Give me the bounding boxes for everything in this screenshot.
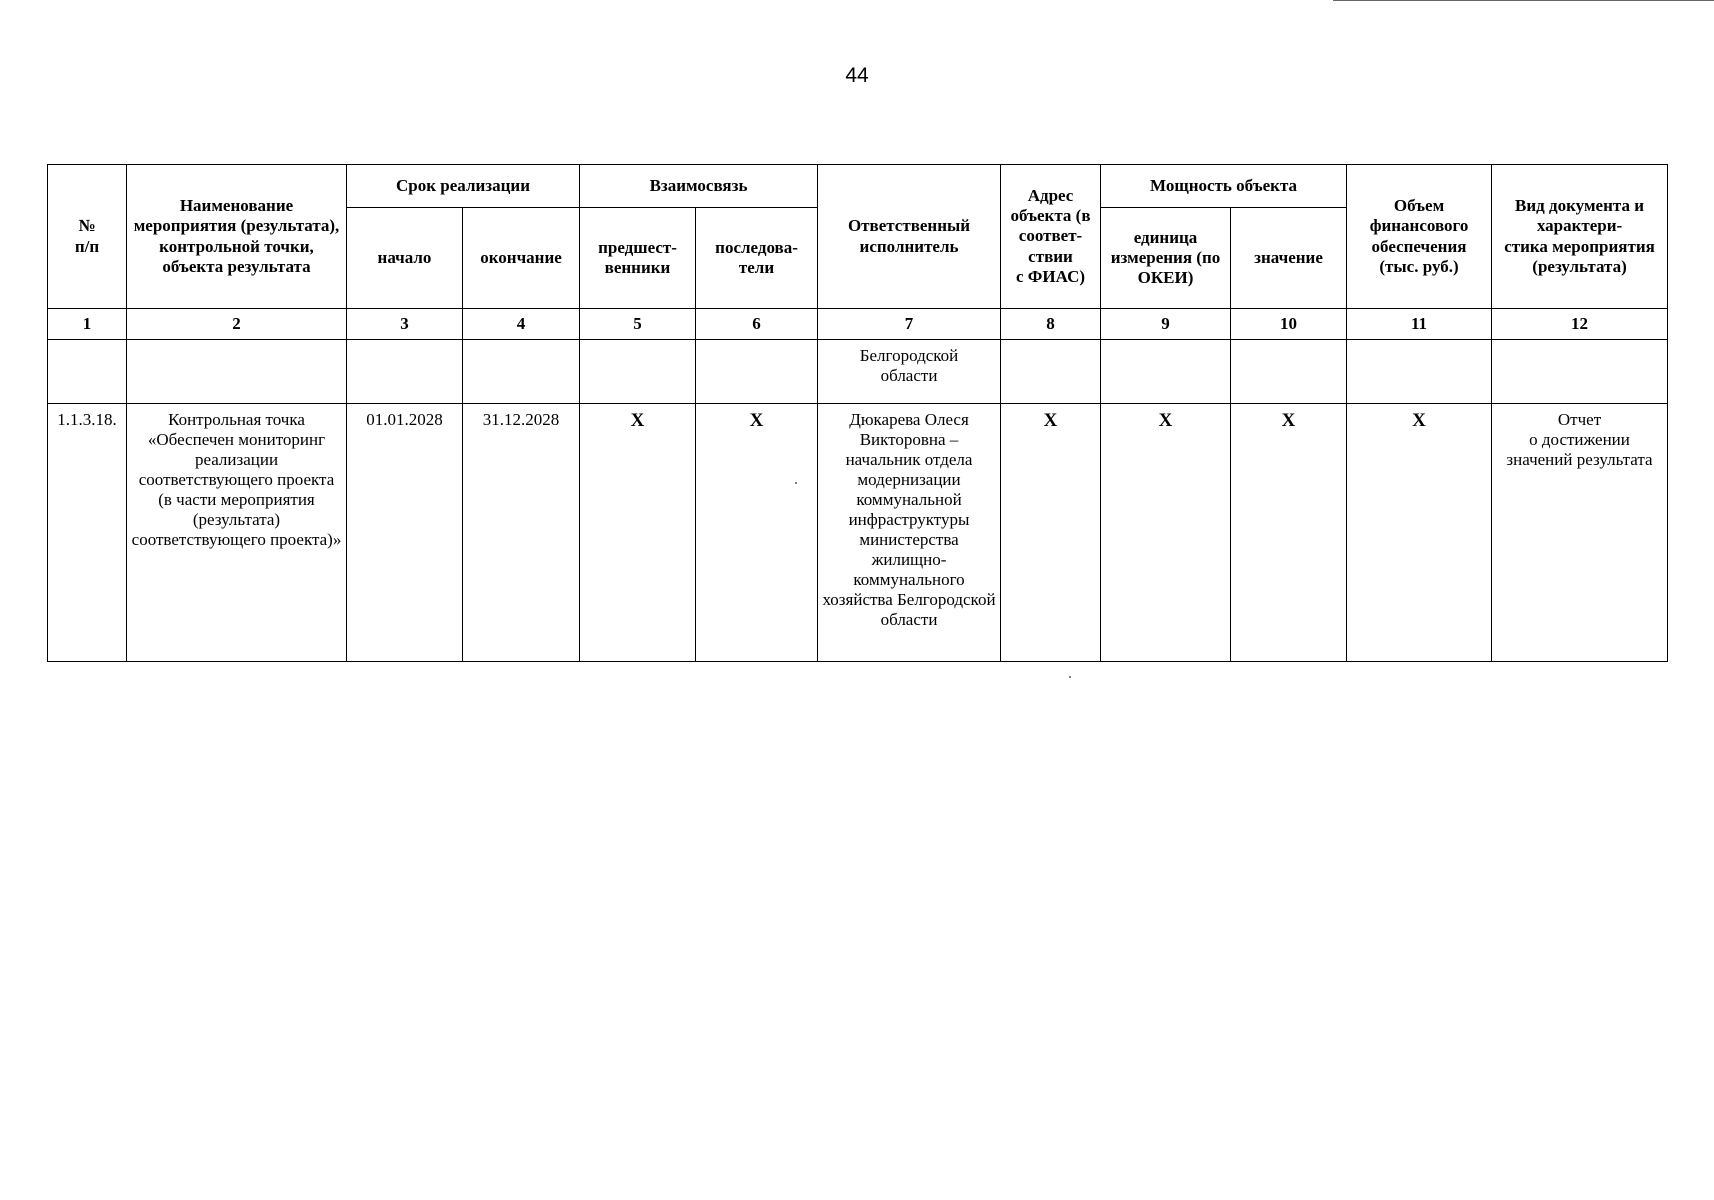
column-number: 4 bbox=[463, 309, 580, 340]
row-name: Контрольная точка «Обеспечен мониторинг реализации соответствующего проекта (в части мероприятия (результата) соответствующего проекта)» bbox=[127, 404, 347, 662]
column-number: 11 bbox=[1347, 309, 1492, 340]
header-capacity-group: Мощность объекта bbox=[1101, 165, 1347, 208]
header-finance: Объем финансового обеспечения (тыс. руб.) bbox=[1347, 165, 1492, 309]
column-number: 10 bbox=[1231, 309, 1347, 340]
empty-cell bbox=[1101, 340, 1231, 404]
empty-cell bbox=[1001, 340, 1101, 404]
row-start-date: 01.01.2028 bbox=[347, 404, 463, 662]
column-number: 6 bbox=[696, 309, 818, 340]
row-prev: X bbox=[580, 404, 696, 662]
continuation-responsible: Белгородской области bbox=[818, 340, 1001, 404]
header-link-group: Взаимосвязь bbox=[580, 165, 818, 208]
row-end-date: 31.12.2028 bbox=[463, 404, 580, 662]
empty-cell bbox=[1492, 340, 1668, 404]
empty-cell bbox=[48, 340, 127, 404]
header-address: Адрес объекта (в соответ- ствии с ФИАС) bbox=[1001, 165, 1101, 309]
column-number: 1 bbox=[48, 309, 127, 340]
top-edge-rule bbox=[1333, 0, 1714, 1]
table-row bbox=[48, 404, 1668, 662]
empty-cell bbox=[347, 340, 463, 404]
header-name: Наименование мероприятия (результата), контрольной точки, объекта результата bbox=[127, 165, 347, 309]
row-capacity-value: X bbox=[1231, 404, 1347, 662]
page-number: 44 bbox=[845, 64, 869, 87]
row-capacity-unit: X bbox=[1101, 404, 1231, 662]
empty-cell bbox=[696, 340, 818, 404]
column-number: 8 bbox=[1001, 309, 1101, 340]
header-capacity-unit: единица измерения (по ОКЕИ) bbox=[1101, 208, 1231, 309]
header-link-prev: предшест- венники bbox=[580, 208, 696, 309]
header-capacity-value: значение bbox=[1231, 208, 1347, 309]
header-row-1 bbox=[48, 165, 1668, 208]
column-number: 2 bbox=[127, 309, 347, 340]
column-number: 3 bbox=[347, 309, 463, 340]
scan-speck bbox=[1069, 676, 1071, 678]
header-num: № п/п bbox=[48, 165, 127, 309]
continuation-row bbox=[48, 340, 1668, 404]
scan-speck bbox=[795, 482, 797, 484]
header-term-start: начало bbox=[347, 208, 463, 309]
empty-cell bbox=[1347, 340, 1492, 404]
column-number: 5 bbox=[580, 309, 696, 340]
column-number-row bbox=[48, 309, 1668, 340]
empty-cell bbox=[580, 340, 696, 404]
row-num: 1.1.3.18. bbox=[48, 404, 127, 662]
row-next: X bbox=[696, 404, 818, 662]
empty-cell bbox=[1231, 340, 1347, 404]
row-finance: X bbox=[1347, 404, 1492, 662]
empty-cell bbox=[463, 340, 580, 404]
header-term-group: Срок реализации bbox=[347, 165, 580, 208]
column-number: 7 bbox=[818, 309, 1001, 340]
header-responsible: Ответственный исполнитель bbox=[818, 165, 1001, 309]
header-doc-type: Вид документа и характери- стика мероприятия (результата) bbox=[1492, 165, 1668, 309]
column-number: 12 bbox=[1492, 309, 1668, 340]
empty-cell bbox=[127, 340, 347, 404]
row-address: X bbox=[1001, 404, 1101, 662]
row-doc-type: Отчет о достижении значений результата bbox=[1492, 404, 1668, 662]
header-link-next: последова- тели bbox=[696, 208, 818, 309]
header-term-end: окончание bbox=[463, 208, 580, 309]
column-number: 9 bbox=[1101, 309, 1231, 340]
row-responsible: Дюкарева Олеся Викторовна – начальник отдела модернизации коммунальной инфраструктуры министерства жилищно-коммунального хозяйства Белгородской области bbox=[818, 404, 1001, 662]
plan-table bbox=[47, 164, 1668, 662]
